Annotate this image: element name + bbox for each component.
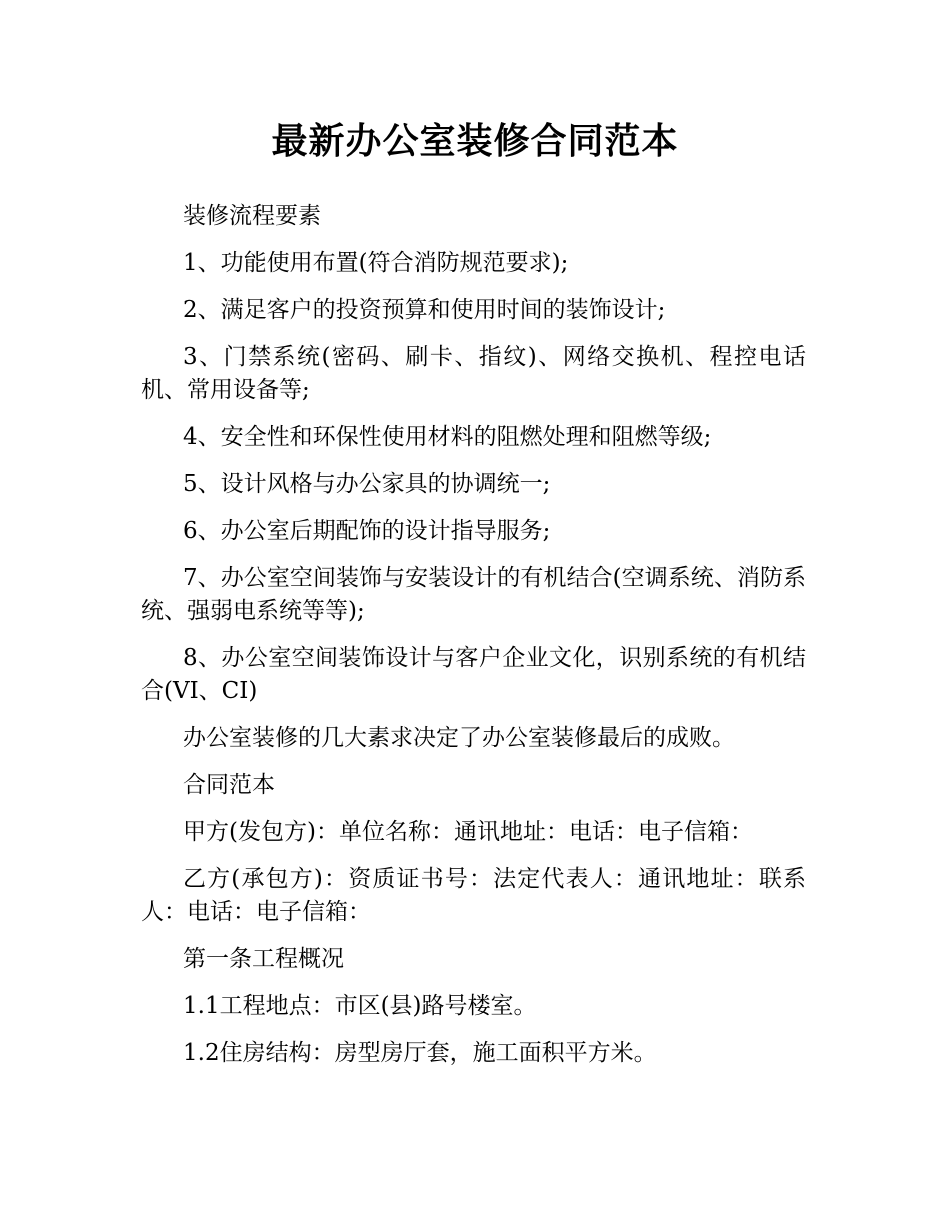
paragraph-clause-1-1: 1.1工程地点：市区(县)路号楼室。	[183, 993, 537, 1019]
paragraph-section-heading: 装修流程要素	[183, 203, 321, 229]
paragraph-item-6: 6、办公室后期配饰的设计指导服务;	[183, 518, 551, 544]
paragraph-item-2: 2、满足客户的投资预算和使用时间的装饰设计;	[183, 297, 666, 323]
paragraph-party-a: 甲方(发包方)：单位名称：通讯地址：电话：电子信箱：	[183, 819, 753, 845]
document-title: 最新办公室装修合同范本	[271, 121, 679, 162]
paragraph-item-1: 1、功能使用布置(符合消防规范要求);	[183, 250, 569, 276]
paragraph-item-8: 8、办公室空间装饰设计与客户企业文化，识别系统的有机结合(VI、CI)	[141, 645, 806, 704]
paragraph-contract-heading: 合同范本	[183, 772, 275, 798]
paragraph-summary: 办公室装修的几大素求决定了办公室装修最后的成败。	[183, 725, 735, 751]
paragraph-item-7: 7、办公室空间装饰与安装设计的有机结合(空调系统、消防系统、强弱电系统等等);	[141, 565, 806, 624]
document-body	[141, 200, 806, 1084]
paragraph-article-1-heading: 第一条工程概况	[183, 946, 344, 972]
paragraph-item-5: 5、设计风格与办公家具的协调统一;	[183, 471, 551, 497]
paragraph-item-3: 3、门禁系统(密码、刷卡、指纹)、网络交换机、程控电话机、常用设备等;	[141, 344, 806, 403]
paragraph-party-b: 乙方(承包方)：资质证书号：法定代表人：通讯地址：联系人：电话：电子信箱：	[141, 866, 806, 925]
paragraph-item-4: 4、安全性和环保性使用材料的阻燃处理和阻燃等级;	[183, 424, 712, 450]
paragraph-clause-1-2: 1.2住房结构：房型房厅套，施工面积平方米。	[183, 1040, 657, 1066]
